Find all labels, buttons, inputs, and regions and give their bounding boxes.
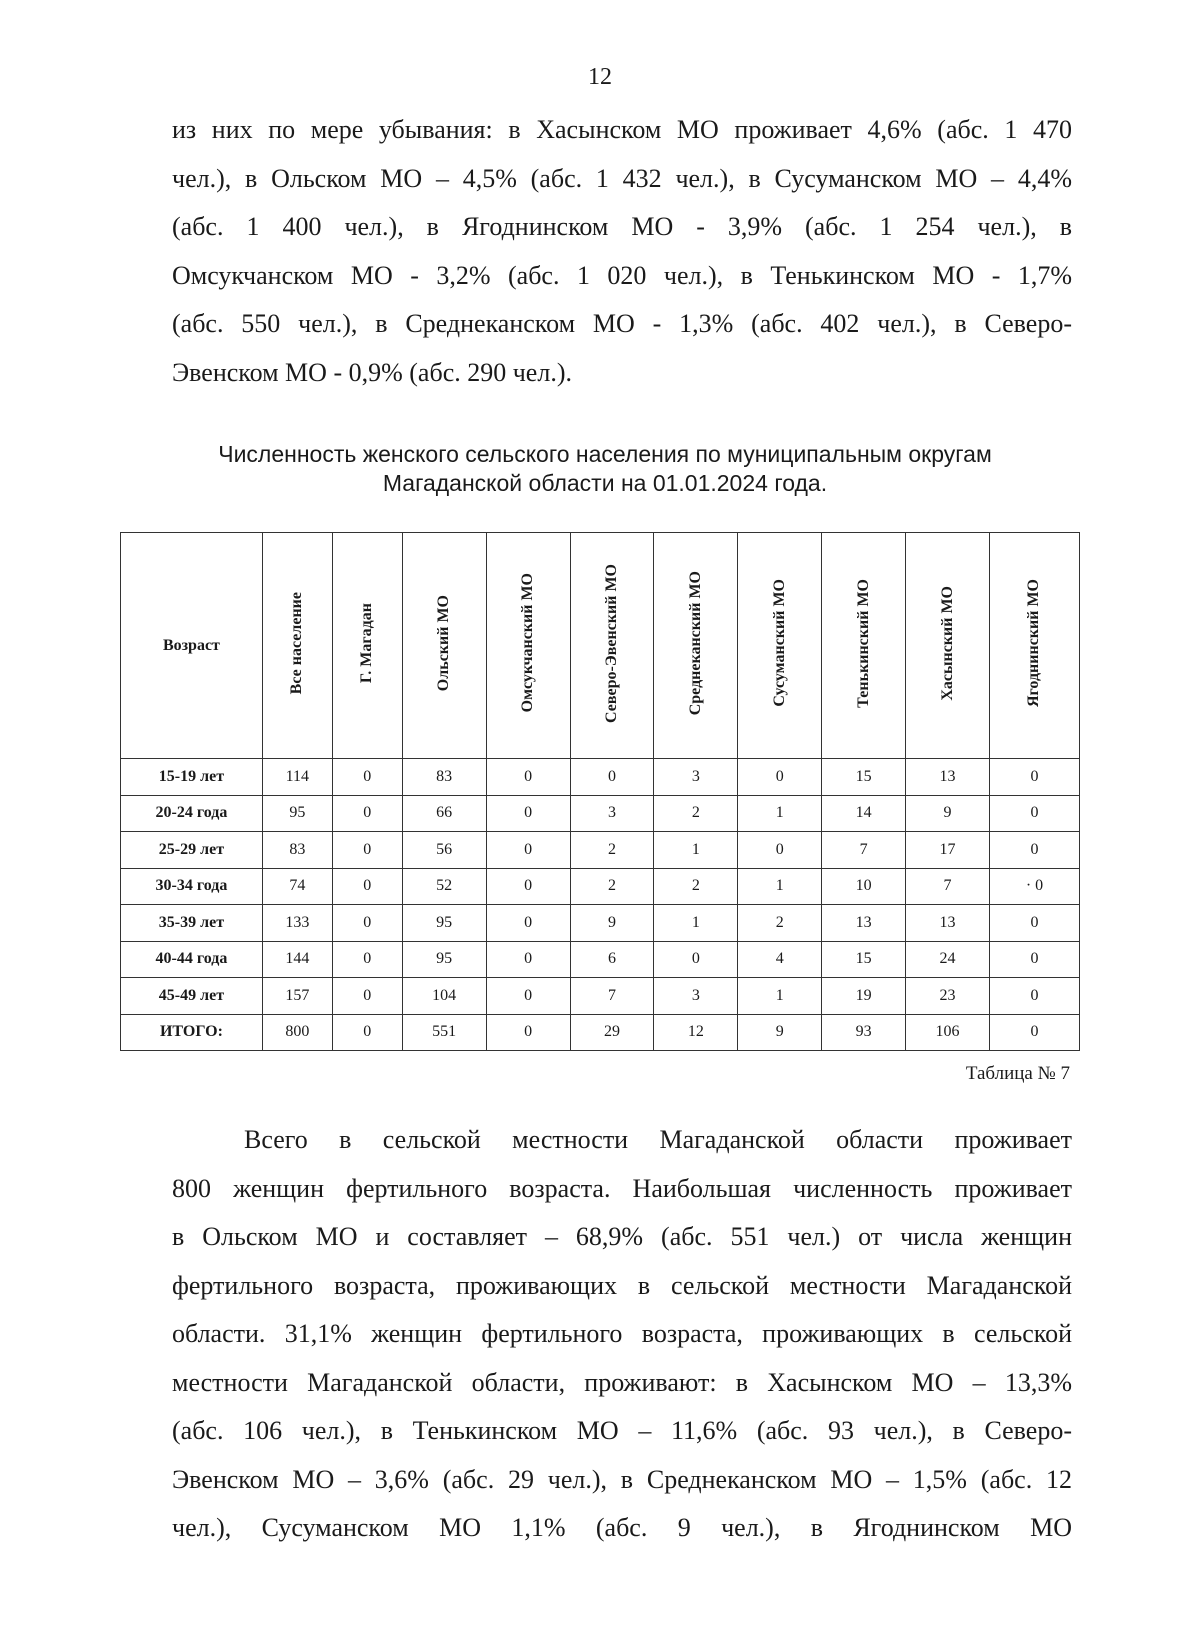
table-body (121, 759, 1080, 1051)
table-cell: · 0 (989, 868, 1079, 905)
table-row (121, 941, 1080, 978)
table-cell: 0 (989, 905, 1079, 942)
paragraph-summary (172, 1116, 1072, 1553)
paragraph-line: чел.), в Ольском МО – 4,5% (абс. 1 432 чел.), в Сусуманском МО – 4,4% (172, 163, 1072, 193)
table-cell: 0 (486, 832, 570, 869)
table-cell: 95 (402, 941, 486, 978)
row-age-label: 15-19 лет (121, 759, 263, 796)
table-cell: 0 (570, 759, 654, 796)
table-cell: 0 (989, 1014, 1079, 1051)
paragraph-line: 800 женщин фертильного возраста. Наибольшая численность проживает (172, 1173, 1072, 1203)
table-title-line: Магаданской области на 01.01.2024 года. (382, 470, 828, 496)
table-cell: 9 (570, 905, 654, 942)
table-cell: 13 (906, 905, 990, 942)
table-cell: 551 (402, 1014, 486, 1051)
table-cell: 7 (822, 832, 906, 869)
table-cell: 2 (570, 832, 654, 869)
table-cell: 3 (570, 795, 654, 832)
column-header (332, 533, 402, 759)
table-cell: 0 (486, 905, 570, 942)
table-cell: 52 (402, 868, 486, 905)
table-cell: 0 (486, 868, 570, 905)
table-cell: 0 (989, 832, 1079, 869)
table-cell: 9 (738, 1014, 822, 1051)
table-cell: 95 (402, 905, 486, 942)
table-cell: 19 (822, 978, 906, 1015)
table-title-line: Численность женского сельского населения по муниципальным округам (218, 441, 992, 467)
table-cell: 1 (654, 905, 738, 942)
paragraph-line: Омсукчанском МО - 3,2% (абс. 1 020 чел.), в Тенькинском МО - 1,7% (172, 260, 1072, 290)
table-cell: 83 (262, 832, 332, 869)
table-cell: 83 (402, 759, 486, 796)
table-cell: 1 (738, 978, 822, 1015)
column-header (738, 533, 822, 759)
table-cell: 0 (989, 978, 1079, 1015)
table-cell: 0 (738, 759, 822, 796)
table-cell: 7 (906, 868, 990, 905)
table-cell: 133 (262, 905, 332, 942)
table-cell: 0 (486, 978, 570, 1015)
table-cell: 13 (906, 759, 990, 796)
column-header-label: Омсукчанский МО (519, 573, 537, 713)
table-cell: 74 (262, 868, 332, 905)
table-cell: 1 (738, 868, 822, 905)
table-cell: 14 (822, 795, 906, 832)
paragraph-intro (172, 106, 1072, 397)
column-header-label: Хасынский МО (938, 585, 956, 701)
paragraph-line: чел.), Сусуманском МО 1,1% (абс. 9 чел.), в Ягоднинском МО (172, 1513, 1072, 1542)
table-cell: 15 (822, 941, 906, 978)
row-age-label: ИТОГО: (121, 1014, 263, 1051)
table-cell: 0 (332, 832, 402, 869)
table-cell: 0 (332, 905, 402, 942)
table-cell: 17 (906, 832, 990, 869)
table-cell: 10 (822, 868, 906, 905)
column-header (654, 533, 738, 759)
table-cell: 0 (486, 759, 570, 796)
table-cell: 13 (822, 905, 906, 942)
column-header-label: Тенькинский МО (854, 578, 872, 708)
paragraph-line: области. 31,1% женщин фертильного возраста, проживающих в сельской (172, 1319, 1072, 1348)
column-header (486, 533, 570, 759)
table-cell: 106 (906, 1014, 990, 1051)
table-cell: 12 (654, 1014, 738, 1051)
column-header-label: Г. Магадан (358, 602, 376, 684)
table-cell: 9 (906, 795, 990, 832)
column-header (402, 533, 486, 759)
column-header-label: Ягоднинский МО (1025, 578, 1043, 707)
table-cell: 0 (654, 941, 738, 978)
table-cell: 800 (262, 1014, 332, 1051)
table-cell: 4 (738, 941, 822, 978)
table-cell: 2 (654, 795, 738, 832)
row-age-label: 40-44 года (121, 941, 263, 978)
column-header-label: Все население (288, 591, 306, 695)
table-cell: 7 (570, 978, 654, 1015)
table-row (121, 795, 1080, 832)
table-cell: 0 (332, 868, 402, 905)
column-header (989, 533, 1079, 759)
paragraph-line: фертильного возраста, проживающих в сельской местности Магаданской (172, 1270, 1072, 1300)
table-cell: 66 (402, 795, 486, 832)
table-row (121, 832, 1080, 869)
table-cell: 0 (738, 832, 822, 869)
table-cell: 0 (332, 978, 402, 1015)
row-age-label: 20-24 года (121, 795, 263, 832)
paragraph-line: (абс. 106 чел.), в Тенькинском МО – 11,6% (абс. 93 чел.), в Северо- (172, 1416, 1072, 1445)
table-cell: 3 (654, 978, 738, 1015)
table-cell: 24 (906, 941, 990, 978)
table-cell: 3 (654, 759, 738, 796)
table-cell: 93 (822, 1014, 906, 1051)
table-cell: 0 (989, 795, 1079, 832)
paragraph-line: из них по мере убывания: в Хасынском МО проживает 4,6% (абс. 1 470 (172, 115, 1072, 144)
table-cell: 114 (262, 759, 332, 796)
table-row (121, 905, 1080, 942)
table-row (121, 868, 1080, 905)
table-title (120, 440, 1090, 498)
table-cell: 157 (262, 978, 332, 1015)
table-row (121, 759, 1080, 796)
table-cell: 6 (570, 941, 654, 978)
column-header-label: Среднеканский МО (686, 570, 704, 716)
table-cell: 144 (262, 941, 332, 978)
paragraph-line: (абс. 550 чел.), в Среднеканском МО - 1,3% (абс. 402 чел.), в Северо- (172, 309, 1072, 338)
population-table (120, 532, 1080, 1051)
table-header-row (121, 533, 1080, 759)
table-cell: 2 (738, 905, 822, 942)
table-cell: 29 (570, 1014, 654, 1051)
table-cell: 0 (989, 759, 1079, 796)
column-header-label: Сусуманский МО (770, 579, 788, 707)
table-cell: 2 (570, 868, 654, 905)
paragraph-line: Всего в сельской местности Магаданской области проживает (244, 1125, 1072, 1154)
paragraph-line: местности Магаданской области, проживают: в Хасынском МО – 13,3% (172, 1367, 1072, 1397)
table-cell: 0 (332, 1014, 402, 1051)
table-cell: 0 (486, 941, 570, 978)
paragraph-line: Эвенском МО – 3,6% (абс. 29 чел.), в Среднеканском МО – 1,5% (абс. 12 (172, 1464, 1072, 1494)
table-cell: 0 (989, 941, 1079, 978)
column-header (906, 533, 990, 759)
row-age-label: 25-29 лет (121, 832, 263, 869)
row-age-label: 30-34 года (121, 868, 263, 905)
paragraph-line: (абс. 1 400 чел.), в Ягоднинском МО - 3,9% (абс. 1 254 чел.), в (172, 212, 1072, 241)
table-cell: 1 (738, 795, 822, 832)
row-age-label: 35-39 лет (121, 905, 263, 942)
table-cell: 0 (486, 1014, 570, 1051)
column-header (570, 533, 654, 759)
table-row (121, 978, 1080, 1015)
row-age-label: 45-49 лет (121, 978, 263, 1015)
column-header (822, 533, 906, 759)
table-cell: 15 (822, 759, 906, 796)
table-cell: 104 (402, 978, 486, 1015)
table-cell: 0 (332, 941, 402, 978)
paragraph-line: в Ольском МО и составляет – 68,9% (абс. 551 чел.) от числа женщин (172, 1222, 1072, 1251)
table-row (121, 1014, 1080, 1051)
column-header-label: Ольский МО (435, 594, 453, 692)
table-cell: 95 (262, 795, 332, 832)
column-header (262, 533, 332, 759)
column-header-age: Возраст (121, 533, 263, 759)
table-cell: 23 (906, 978, 990, 1015)
page-number: 12 (588, 64, 612, 90)
table-cell: 56 (402, 832, 486, 869)
table-number-note: Таблица № 7 (965, 1063, 1070, 1084)
table-cell: 0 (486, 795, 570, 832)
table-cell: 1 (654, 832, 738, 869)
table-cell: 2 (654, 868, 738, 905)
table-cell: 0 (332, 759, 402, 796)
column-header-label: Северо-Эвенский МО (602, 563, 620, 723)
paragraph-line: Эвенском МО - 0,9% (абс. 290 чел.). (172, 357, 572, 387)
table-cell: 0 (332, 795, 402, 832)
